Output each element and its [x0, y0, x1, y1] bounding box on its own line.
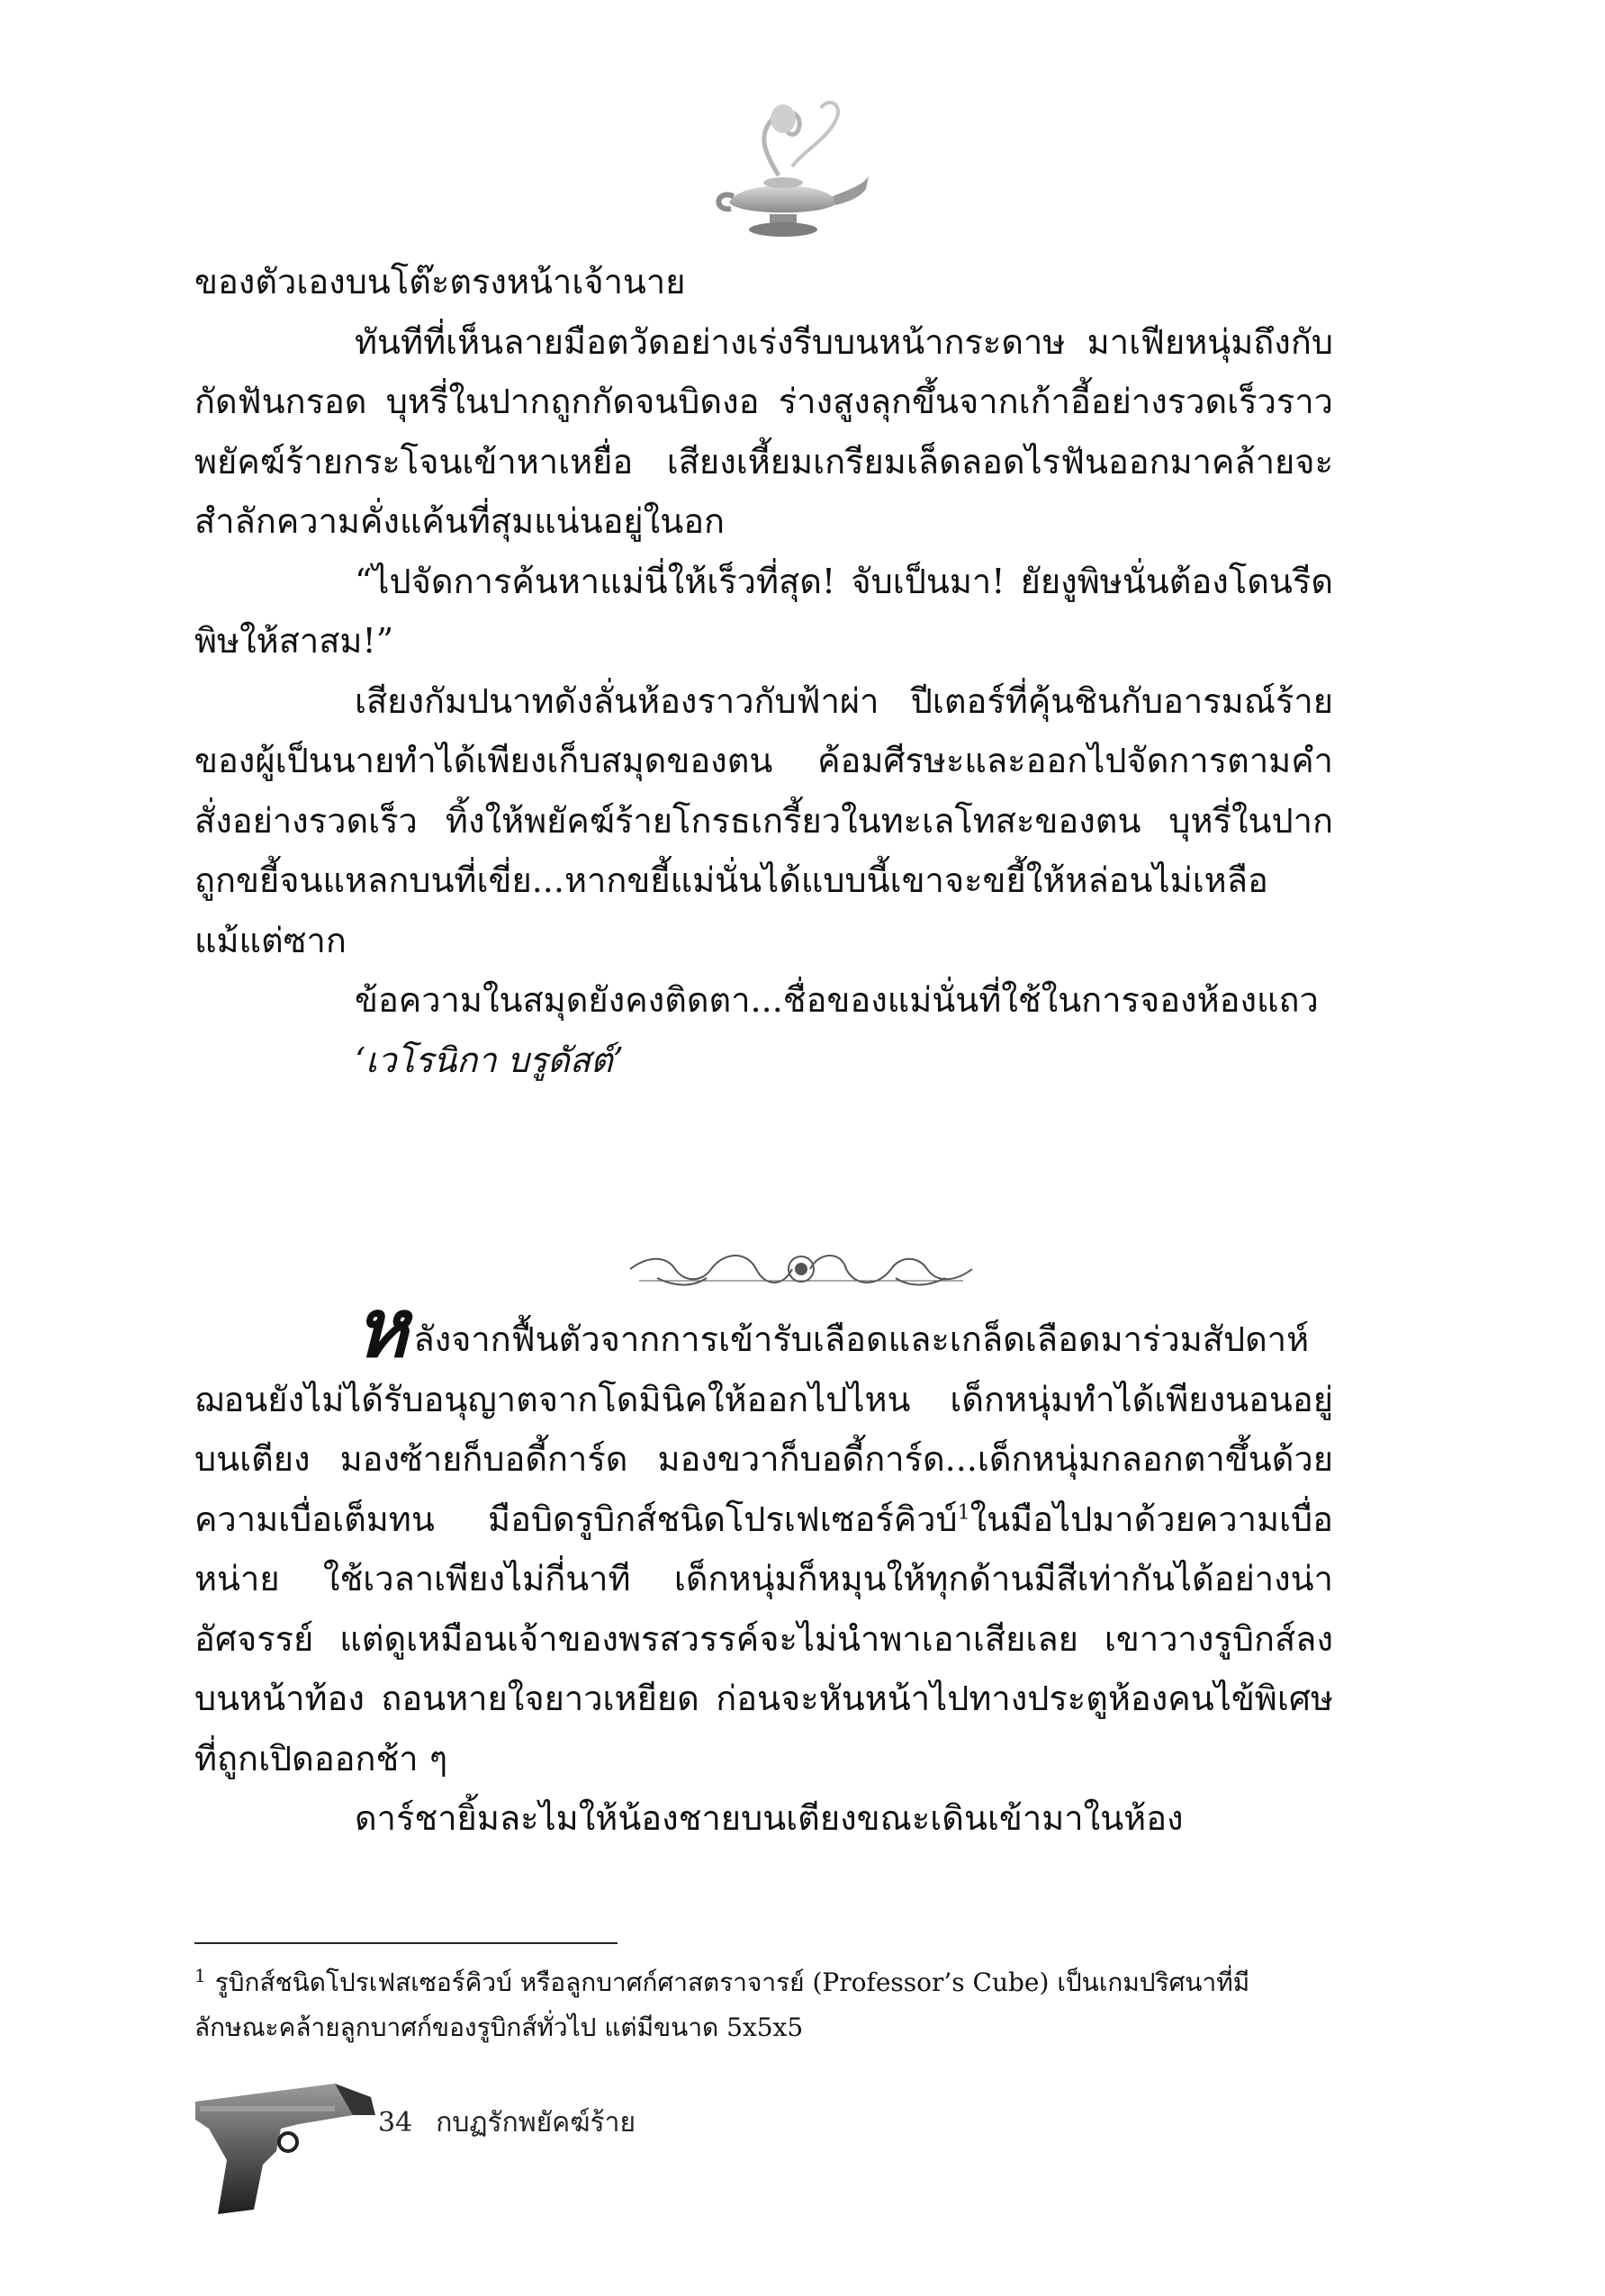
footnote-rule: [194, 1942, 618, 1944]
page-number: 34: [378, 2107, 413, 2138]
ornamental-divider-icon: [621, 1238, 981, 1301]
paragraph: ของตัวเองบนโต๊ะตรงหน้าเจ้านาย: [194, 262, 686, 302]
genie-lamp-icon: [693, 90, 873, 252]
paragraph: ข้อความในสมุดยังคงติดตา...ชื่อของแม่นั่นที่ใช้ในการจองห้องแถว: [355, 980, 1319, 1020]
paragraph-text: ในมือไปมาด้วยความเบื่อหน่าย ใช้เวลาเพียงไม่กี่นาที เด็กหนุ่มก็หมุนให้ทุกด้านมีสีเท่ากันได้อย่างน่าอัศจรรย์ แต่ดูเหมือนเจ้าของพรสวรรค์จะไม่นำพาเอาเสียเลย เขาวางรูบิกส์ลงบนหน้าท้อง ถอนหายใจยาวเหยียด ก่อนจะหันหน้าไปทางประตูห้องคนไข้พิเศษที่ถูกเปิดออกช้า ๆ: [194, 1499, 1333, 1778]
body-text: [194, 252, 1333, 1090]
book-title: กบฏรักพยัคฆ์ร้าย: [436, 2107, 636, 2138]
dialogue-paragraph: “ไปจัดการค้นหาแม่นี่ให้เร็วที่สุด! จับเป็นมา! ยัยงูพิษนั่นต้องโดนรีดพิษให้สาสม!”: [194, 561, 1333, 661]
drop-cap: ห: [355, 1281, 409, 1376]
section-two-text: [194, 1281, 1333, 1849]
footnote-marker: 1: [194, 1964, 206, 1986]
italic-name-line: ‘เวโรนิกา บรูดัสต์’: [355, 1040, 624, 1080]
footnote-text: รูบิกส์ชนิดโปรเฟสเซอร์คิวบ์ หรือลูกบาศก์ศาสตราจารย์ (Professor’s Cube) เป็นเกมปริศนาที่มีลักษณะคล้ายลูกบาศก์ของรูบิกส์ทั่วไป แต่มีขนาด 5x5x5: [194, 1967, 1250, 2042]
paragraph: ดาร์ชายิ้มละไมให้น้องชายบนเตียงขณะเดินเข้ามาในห้อง: [355, 1798, 1184, 1838]
paragraph: ทันทีที่เห็นลายมือตวัดอย่างเร่งรีบบนหน้ากระดาษ มาเฟียหนุ่มถึงกับกัดฟันกรอด บุหรี่ในปากถูกกัดจนบิดงอ ร่างสูงลุกขึ้นจากเก้าอี้อย่างรวดเร็วราวพยัคฆ์ร้ายกระโจนเข้าหาเหยื่อ เสียงเหี้ยมเกรียมเล็ดลอดไรฟันออกมาคล้ายจะสำลักความคั่งแค้นที่สุมแน่นอยู่ในอก: [194, 321, 1333, 541]
paragraph: เสียงกัมปนาทดังลั่นห้องราวกับฟ้าผ่า ปีเตอร์ที่คุ้นชินกับอารมณ์ร้ายของผู้เป็นนายทำได้เพียงเก็บสมุดของตน ค้อมศีรษะและออกไปจัดการตามคำสั่งอย่างรวดเร็ว ทิ้งให้พยัคฆ์ร้ายโกรธเกรี้ยวในทะเลโทสะของตน บุหรี่ในปากถูกขยี้จนแหลกบนที่เขี่ย...หากขยี้แม่นั่นได้แบบนี้เขาจะขยี้ให้หล่อนไม่เหลือแม้แต่ซาก: [194, 680, 1333, 960]
paragraph-text: ลังจากฟื้นตัวจากการเข้ารับเลือดและเกล็ดเลือดมาร่วมสัปดาห์ ฌอนยังไม่ได้รับอนุญาตจากโดมินิคให้ออกไปไหน เด็กหนุ่มทำได้เพียงนอนอยู่บนเตียง มองซ้ายก็บอดี้การ์ด มองขวาก็บอดี้การ์ด...เด็กหนุ่มกลอกตาขึ้นด้วยความเบื่อเต็มทน มือบิดรูบิกส์ชนิดโปรเฟเซอร์คิวบ์: [194, 1319, 1333, 1539]
footnote-reference: 1: [957, 1500, 970, 1524]
paragraph: [194, 1281, 1333, 1788]
footnote: [194, 1960, 1333, 2050]
page-footer: [378, 2102, 659, 2144]
pistol-icon: [191, 2066, 389, 2219]
